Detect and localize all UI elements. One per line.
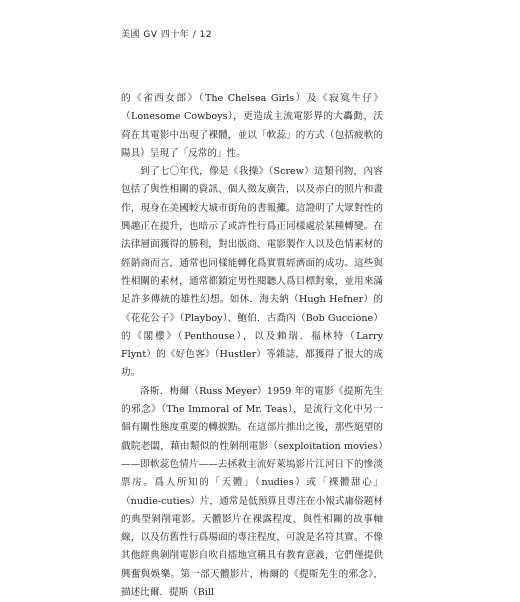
body-text [121,90,383,602]
running-head: 美國 GV 四十年 / 12 [121,30,213,40]
paragraph: 到了七〇年代，像是《我操》（Screw）這類刊物，內容包括了與性相關的資訊、個人徵友廣告，以及赤白的照片和畫作，現身在美國較大城市街角的書報攤。這證明了大眾對性的興趣正在提升，也暗示了或許性行爲正同樣處於某種轉變。在法律層面獲得的勝利，對出版商、電影製作人以及色情素材的經銷商而言，通常也同樣能轉化爲實質經濟面的成功。這些與性相關的素材，通常都鎖定男性閱聽人爲目標對象，並用來滿足許多傳統的雄性幻想。如休．海夫納（Hugh Hefner）的《花花公子》（Playboy）、鮑伯．古喬內（Bob Guccione）的《閣樓》（Penthouse），以及賴瑞．福林特（Larry Flynt）的《好色客》（Hustler）等雜誌，都獲得了很大的成功。 [121,166,383,379]
paragraph: 的《雀西女郎》（The Chelsea Girls）及《寂寞牛仔》（Lonesome Cowboys），更造成主流電影界的大轟動，沃荷在其電影中出現了裸體，並以「軟蕊」的方式（包括疲軟的陽具）呈現了「反常的」性。 [121,93,383,159]
paragraph: 洛斯．梅爾（Russ Meyer）1959 年的電影《提斯先生的邪念》（The Immoral of Mr. Teas），是流行文化中另一個有關性態度重要的轉捩點。在這部片推出之後，那些絕望的戲院老闆，藉由類似的性剝削電影（sexploitation movies）——即軟蕊色情片——去拯救主流好萊塢影片江河日下的慘淡票房。爲人所知的「天體」（nudies）或「裸體甜心」（nudie-cuties）片，通常是低預算且專注在小報式庸俗題材的典型剝削電影。天體影片在裸露程度、與性相關的故事軸線，以及仿舊性行爲場面的專注程度，可說是名符其實。不像其他經典剝削電影自吹自擂地宣稱具有教育意義，它們僅提供興奮與娛樂。第一部天體影片，梅爾的《提斯先生的邪念》，描述比爾．提斯（Bill [121,385,383,599]
